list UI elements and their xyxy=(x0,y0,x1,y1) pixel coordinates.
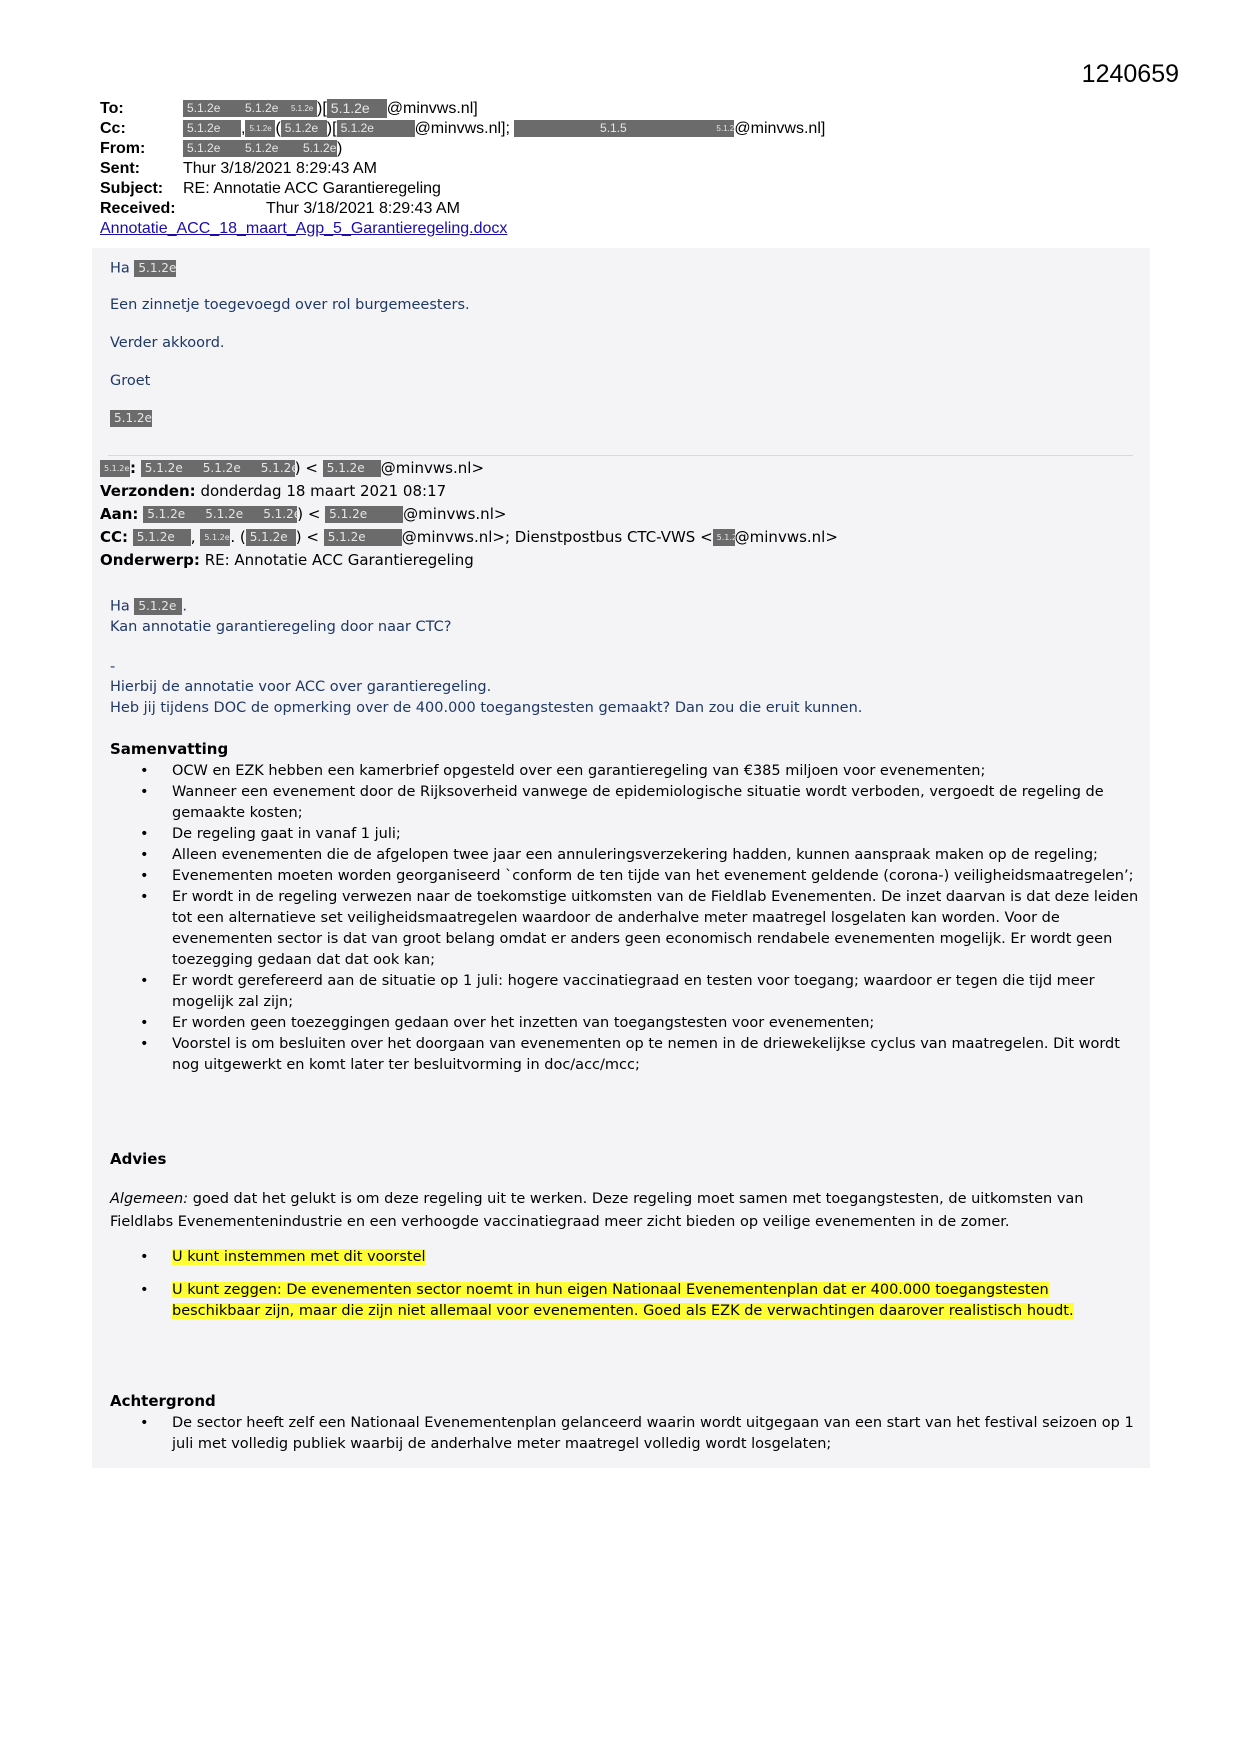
email-header xyxy=(100,99,826,239)
redaction: 5.1.2e xyxy=(287,100,317,117)
subject-label: Subject: xyxy=(100,180,164,197)
redaction: 5.1.2e xyxy=(324,529,402,546)
forwarded-header xyxy=(100,457,838,572)
from-row: From: 5.1.2e 5.1.2e 5.1.2e) xyxy=(100,140,343,157)
list-item: • Er worden geen toezeggingen gedaan over het inzetten van toegangstesten voor evenementen; xyxy=(110,1013,1140,1034)
message-greeting: Ha 5.1.2e . xyxy=(110,598,188,615)
attachment-link[interactable]: Annotatie_ACC_18_maart_Agp_5_Garantieregeling.docx xyxy=(100,220,508,237)
separator xyxy=(108,455,1133,456)
redaction: 5.1.2e xyxy=(259,506,297,523)
list-item: • Er wordt in de regeling verwezen naar de toekomstige uitkomsten van de Fieldlab Evenementen. De inzet daarvan is dat deze leiden tot een alternatieve set veiligheidsmaatregelen waardoor de anderhalve meter maatregel losgelaten kan worden. Voor de evenementen sector is dat van groot belang omdat er anders geen economisch rendabele evenementen mogelijk. Er wordt geen toezegging gedaan dat dat ook kan; xyxy=(110,887,1140,971)
cc-label: Cc: xyxy=(100,120,126,137)
section-title-achtergrond: Achtergrond xyxy=(110,1392,216,1410)
from-label: From: xyxy=(100,140,146,157)
advies-general: Algemeen: goed dat het gelukt is om deze regeling uit te werken. Deze regeling moet samen met toegangstesten, de uitkomsten van Fieldlabs Evenementenindustrie en een verhoogde vaccinatiegraad meer zicht bieden op veilige evenementen in de zomer. xyxy=(110,1191,1084,1230)
redaction: 5.1.2e xyxy=(143,506,201,523)
received-label: Received: xyxy=(100,200,176,217)
to-label: To: xyxy=(100,100,124,117)
to-row: To: 5.1.2e 5.1.2e 5.1.2e )[ 5.1.2e @minvws.nl] xyxy=(100,100,478,117)
redaction: 5.1.2e xyxy=(199,460,257,477)
forward-sent-row xyxy=(100,480,838,503)
redaction: 5.1.2e xyxy=(134,598,182,615)
redaction: 5.1.2e xyxy=(183,140,241,157)
redaction: 5.1.2e xyxy=(712,120,734,137)
forward-subject-label: Onderwerp: xyxy=(100,551,200,569)
forward-subject-value: RE: Annotatie ACC Garantieregeling xyxy=(204,551,474,569)
forward-to-label: Aan: xyxy=(100,505,139,523)
cc-address-suffix: @minvws.nl] xyxy=(734,120,826,137)
sent-value: Thur 3/18/2021 8:29:43 AM xyxy=(183,160,377,177)
redaction: 5.1.2e xyxy=(183,100,241,117)
forward-cc-row: CC: 5.1.2e , 5.1.2e. ( 5.1.2e ) < 5.1.2e @minvws.nl>; Dienstpostbus CTC-VWS < 5.1.2e@minvws.nl> xyxy=(100,528,838,546)
sent-row xyxy=(100,159,507,179)
subject-value: RE: Annotatie ACC Garantieregeling xyxy=(183,180,441,197)
reply-line: Verder akkoord. xyxy=(110,335,225,351)
list-item: • Er wordt gerefereerd aan de situatie op 1 juli: hogere vaccinatiegraad en testen voor toegang; waardoor er tegen die tijd meer mogelijk zal zijn; xyxy=(110,971,1140,1013)
advies-list xyxy=(110,1247,1140,1322)
redaction: 5.1.2e xyxy=(246,529,296,546)
cc-address-suffix: @minvws.nl]; xyxy=(414,120,510,137)
redaction: 5.1.2e xyxy=(241,140,299,157)
redaction: 5.1.2e xyxy=(200,529,230,546)
redaction: 5.1.2e xyxy=(245,120,275,137)
redaction: 5.1.2e xyxy=(325,506,403,523)
subject-row xyxy=(100,179,507,199)
redaction: 5.1.5 xyxy=(514,120,712,137)
samenvatting-list xyxy=(110,761,1140,1076)
message-line: Hierbij de annotatie voor ACC over garantieregeling. xyxy=(110,679,492,695)
list-item: • Evenementen moeten worden georganiseerd `conform de ten tijde van het evenement geldende (corona-) veiligheidsmaatregelen’; xyxy=(110,866,1140,887)
list-item: • De sector heeft zelf een Nationaal Evenementenplan gelanceerd waarin wordt uitgegaan van een start van het festival seizoen op 1 juli met volledig publiek waarbij de anderhalve meter maatregel volledig wordt losgelaten; xyxy=(110,1413,1140,1455)
forward-from-row: 5.1.2e: 5.1.2e 5.1.2e 5.1.2e) < 5.1.2e @minvws.nl> xyxy=(100,457,838,480)
forward-cc-text: @minvws.nl>; Dienstpostbus CTC-VWS < xyxy=(401,528,713,546)
list-item: • U kunt instemmen met dit voorstel xyxy=(110,1247,1140,1268)
redaction: 5.1.2e xyxy=(134,260,176,277)
reply-line: Groet xyxy=(110,373,151,389)
redaction: 5.1.2e xyxy=(713,529,735,546)
forward-sent-label: Verzonden: xyxy=(100,482,196,500)
sent-label: Sent: xyxy=(100,160,140,177)
reply-signature xyxy=(110,410,152,427)
attachment-row xyxy=(100,219,507,239)
redaction: 5.1.2e xyxy=(323,460,381,477)
cc-row: Cc: 5.1.2e , 5.1.2e ( 5.1.2e )[ 5.1.2e @minvws.nl]; 5.1.5 5.1.2e@minvws.nl] xyxy=(100,120,826,137)
received-row xyxy=(100,199,507,219)
redaction: 5.1.2e xyxy=(183,120,241,137)
redaction: 5.1.2e xyxy=(201,506,259,523)
list-item: • OCW en EZK hebben een kamerbrief opgesteld over een garantieregeling van €385 miljoen voor evenementen; xyxy=(110,761,1140,782)
section-title-samenvatting: Samenvatting xyxy=(110,740,229,758)
reply-line: Een zinnetje toegevoegd over rol burgemeesters. xyxy=(110,297,470,313)
redaction: 5.1.2e xyxy=(241,100,287,117)
message-dash: - xyxy=(110,659,116,675)
forward-subject-row xyxy=(100,549,838,572)
forward-from-suffix: @minvws.nl> xyxy=(380,459,485,477)
redaction: 5.1.2e xyxy=(327,99,387,118)
forward-to-suffix: @minvws.nl> xyxy=(403,505,507,523)
list-item: • Voorstel is om besluiten over het doorgaan van evenementen op te nemen in de driewekelijkse cyclus van maatregelen. Dit wordt nog uitgewerkt en komt later ter besluitvorming in doc/acc/mcc; xyxy=(110,1034,1140,1076)
redaction: 5.1.2e xyxy=(281,120,327,137)
redaction: 5.1.2e xyxy=(141,460,199,477)
list-item: • U kunt zeggen: De evenementen sector noemt in hun eigen Nationaal Evenementenplan dat er 400.000 toegangstesten beschikbaar zijn, maar die zijn niet allemaal voor evenementen. Goed als EZK de verwachtingen daarover realistisch houdt. xyxy=(110,1280,1140,1322)
to-address-suffix: @minvws.nl] xyxy=(386,100,478,117)
forward-cc-suffix: @minvws.nl> xyxy=(734,528,838,546)
message-line: Heb jij tijdens DOC de opmerking over de 400.000 toegangstesten gemaakt? Dan zou die eruit kunnen. xyxy=(110,700,863,716)
redaction: 5.1.2e xyxy=(257,460,295,477)
list-item: • Wanneer een evenement door de Rijksoverheid vanwege de epidemiologische situatie wordt verboden, vergoedt de regeling de gemaakte kosten; xyxy=(110,782,1140,824)
redaction: 5.1.2e xyxy=(133,529,191,546)
reply-greeting: Ha 5.1.2e xyxy=(110,260,177,277)
forward-cc-label: CC: xyxy=(100,528,129,546)
list-item: • Alleen evenementen die de afgelopen twee jaar een annuleringsverzekering hadden, kunnen aanspraak maken op de regeling; xyxy=(110,845,1140,866)
forward-to-row: Aan: 5.1.2e 5.1.2e 5.1.2e) < 5.1.2e @minvws.nl> xyxy=(100,505,507,523)
message-line: Kan annotatie garantieregeling door naar CTC? xyxy=(110,619,452,635)
document-id: 1240659 xyxy=(1081,60,1179,88)
section-title-advies: Advies xyxy=(110,1150,167,1168)
redaction: 5.1.2e xyxy=(337,120,415,137)
received-value: Thur 3/18/2021 8:29:43 AM xyxy=(266,200,460,217)
redaction: 5.1.2e xyxy=(110,410,152,427)
forward-sent-value: donderdag 18 maart 2021 08:17 xyxy=(200,482,447,500)
redaction: 5.1.2e xyxy=(299,140,337,157)
redaction: 5.1.2e xyxy=(100,460,130,477)
list-item: • De regeling gaat in vanaf 1 juli; xyxy=(110,824,1140,845)
achtergrond-list xyxy=(110,1413,1140,1455)
